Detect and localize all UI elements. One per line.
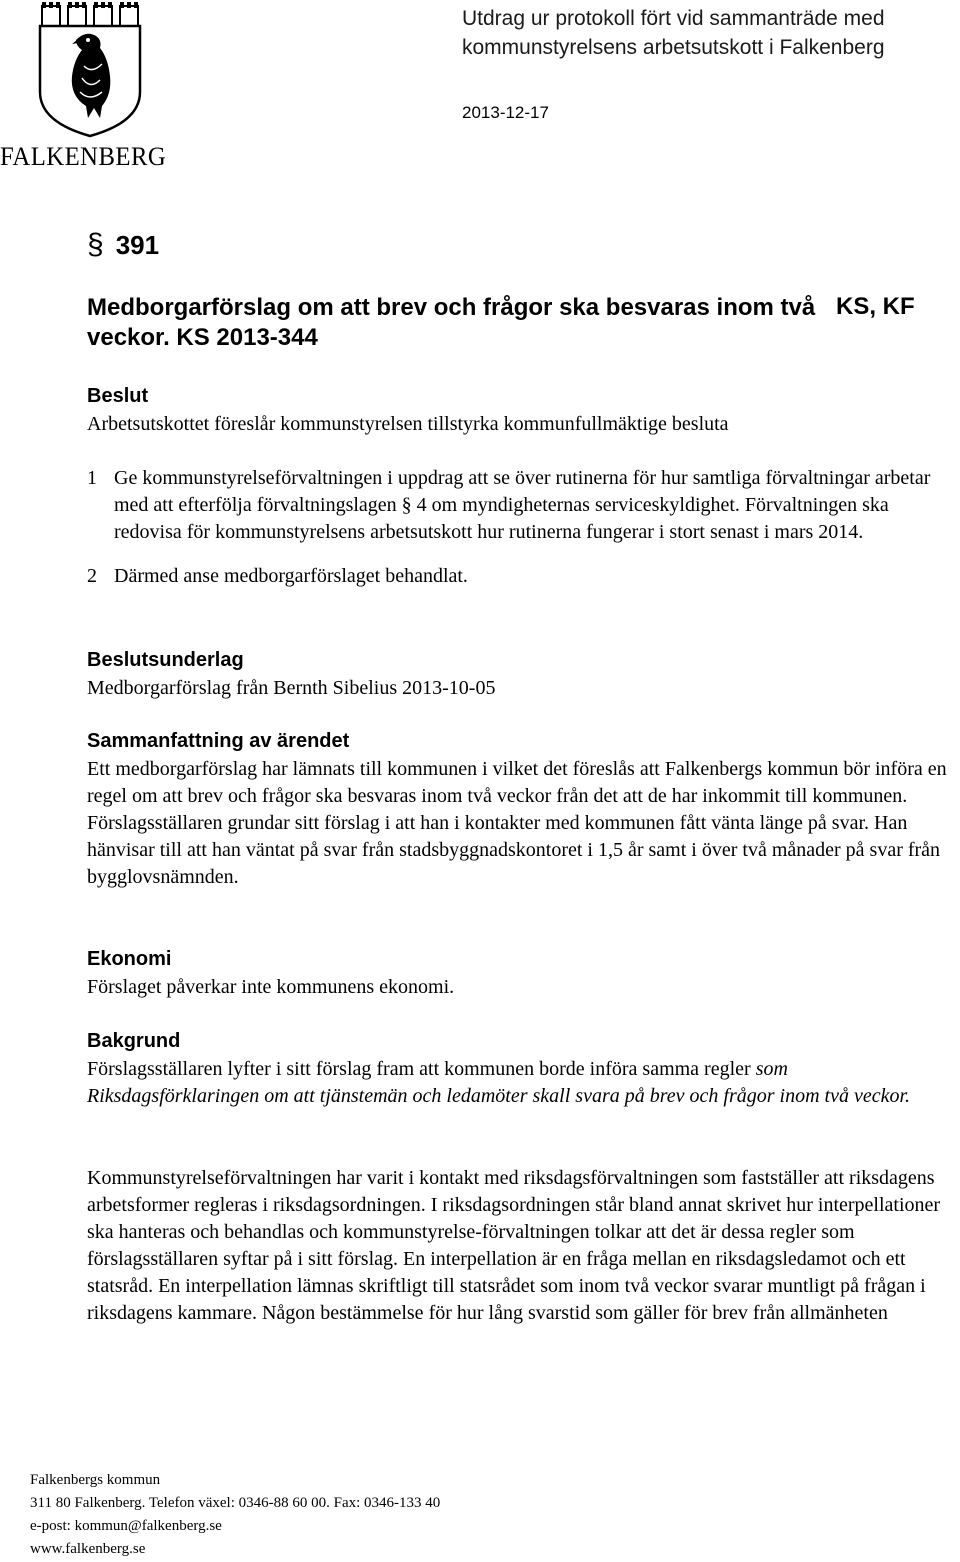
footer (30, 1469, 440, 1561)
list-item (87, 563, 957, 590)
paragraph-subject: Medborgarförslag om att brev och frågor ska besvaras inom två veckor. KS 2013-344 (87, 294, 816, 351)
footer-email[interactable]: e-post: kommun@falkenberg.se (30, 1518, 222, 1534)
item-number: 1 (87, 467, 97, 489)
beslut-heading: Beslut (87, 385, 149, 407)
beslutsunderlag-text: Medborgarförslag från Bernth Sibelius 2013-10-05 (87, 677, 496, 699)
item-text: Ge kommunstyrelseförvaltningen i uppdrag att se över rutinerna för hur samtliga förvaltningar arbetar med att efterfölja förvaltningslagen § 4 om myndigheternas serviceskyldighet. Förvaltningen ska redovisa för kommunstyrelsens arbetsutskott hur rutinerna fungerar i stort senast i mars 2014. (114, 467, 931, 543)
ekonomi-heading: Ekonomi (87, 948, 172, 970)
falcon-crest-icon (30, 0, 160, 140)
paragraph-number: 391 (115, 229, 160, 260)
bakgrund-heading: Bakgrund (87, 1030, 181, 1052)
bakgrund-text (87, 1056, 957, 1110)
section-sign: § (87, 228, 104, 261)
sammanfattning-text: Ett medborgarförslag har lämnats till kommunen i vilket det föreslås att Falkenbergs kommun bör införa en regel om att brev och frågor ska besvaras inom två veckor från det att de har inkommit till kommunen. Förslagsställaren grundar sitt förslag i att han i kontakter med kommunen fått vänta länge på svar. Han hänvisar till att han väntat på svar från stadsbyggnadskontoret i 1,5 år samt i över två månader på svar från bygglovsnämnden. (87, 758, 947, 888)
bakgrund-text-2: Kommunstyrelseförvaltningen har varit i kontakt med riksdagsförvaltningen som fastställer att riksdagens arbetsformer regleras i riksdagsordningen. I riksdagsordningen står bland annat skrivet hur interpellationer ska hanteras och behandlas och kommunstyrelse-förvaltningen tolkar att det är dessa regler som förslagsställaren syftar på i sitt förslag. En interpellation är en fråga mellan en riksdagsledamot och ett statsråd. En interpellation lämnas skriftligt till statsrådet som inom två veckor svarar muntligt på frågan i riksdagens kammare. Någon bestämmelse för hur lång svarstid som gäller för brev från allmänheten (87, 1167, 941, 1324)
meeting-date: 2013-12-17 (462, 103, 549, 122)
item-number: 2 (87, 565, 97, 587)
document-title: Utdrag ur protokoll fört vid sammanträde med kommunstyrelsens arbetsutskott i Falkenberg (462, 7, 885, 59)
beslutsunderlag-heading: Beslutsunderlag (87, 649, 244, 671)
footer-website[interactable]: www.falkenberg.se (30, 1541, 146, 1557)
footer-org: Falkenbergs kommun (30, 1472, 161, 1488)
sammanfattning-heading: Sammanfattning av ärendet (87, 730, 350, 752)
municipality-name: FALKENBERG (0, 142, 167, 171)
bakgrund-text-plain: Förslagsställaren lyfter i sitt förslag fram att kommunen borde införa samma regler (87, 1058, 756, 1080)
ekonomi-text: Förslaget påverkar inte kommunens ekonomi. (87, 976, 455, 998)
list-item (87, 465, 957, 546)
footer-address: 311 80 Falkenberg. Telefon växel: 0346-88 60 00. Fax: 0346-133 40 (30, 1495, 441, 1511)
beslut-item-list (87, 465, 957, 590)
bakgrund-text-italic: som Riksdagsförklaringen om att tjänstemän och ledamöter skall svara på brev och frågor inom två veckor. (87, 1058, 911, 1107)
item-text: Därmed anse medborgarförslaget behandlat. (114, 565, 468, 587)
paragraph-heading (87, 228, 159, 262)
beslut-intro: Arbetsutskottet föreslår kommunstyrelsen tillstyrka kommunfullmäktige besluta (87, 413, 729, 435)
paragraph-recipients: KS, KF (836, 293, 915, 320)
